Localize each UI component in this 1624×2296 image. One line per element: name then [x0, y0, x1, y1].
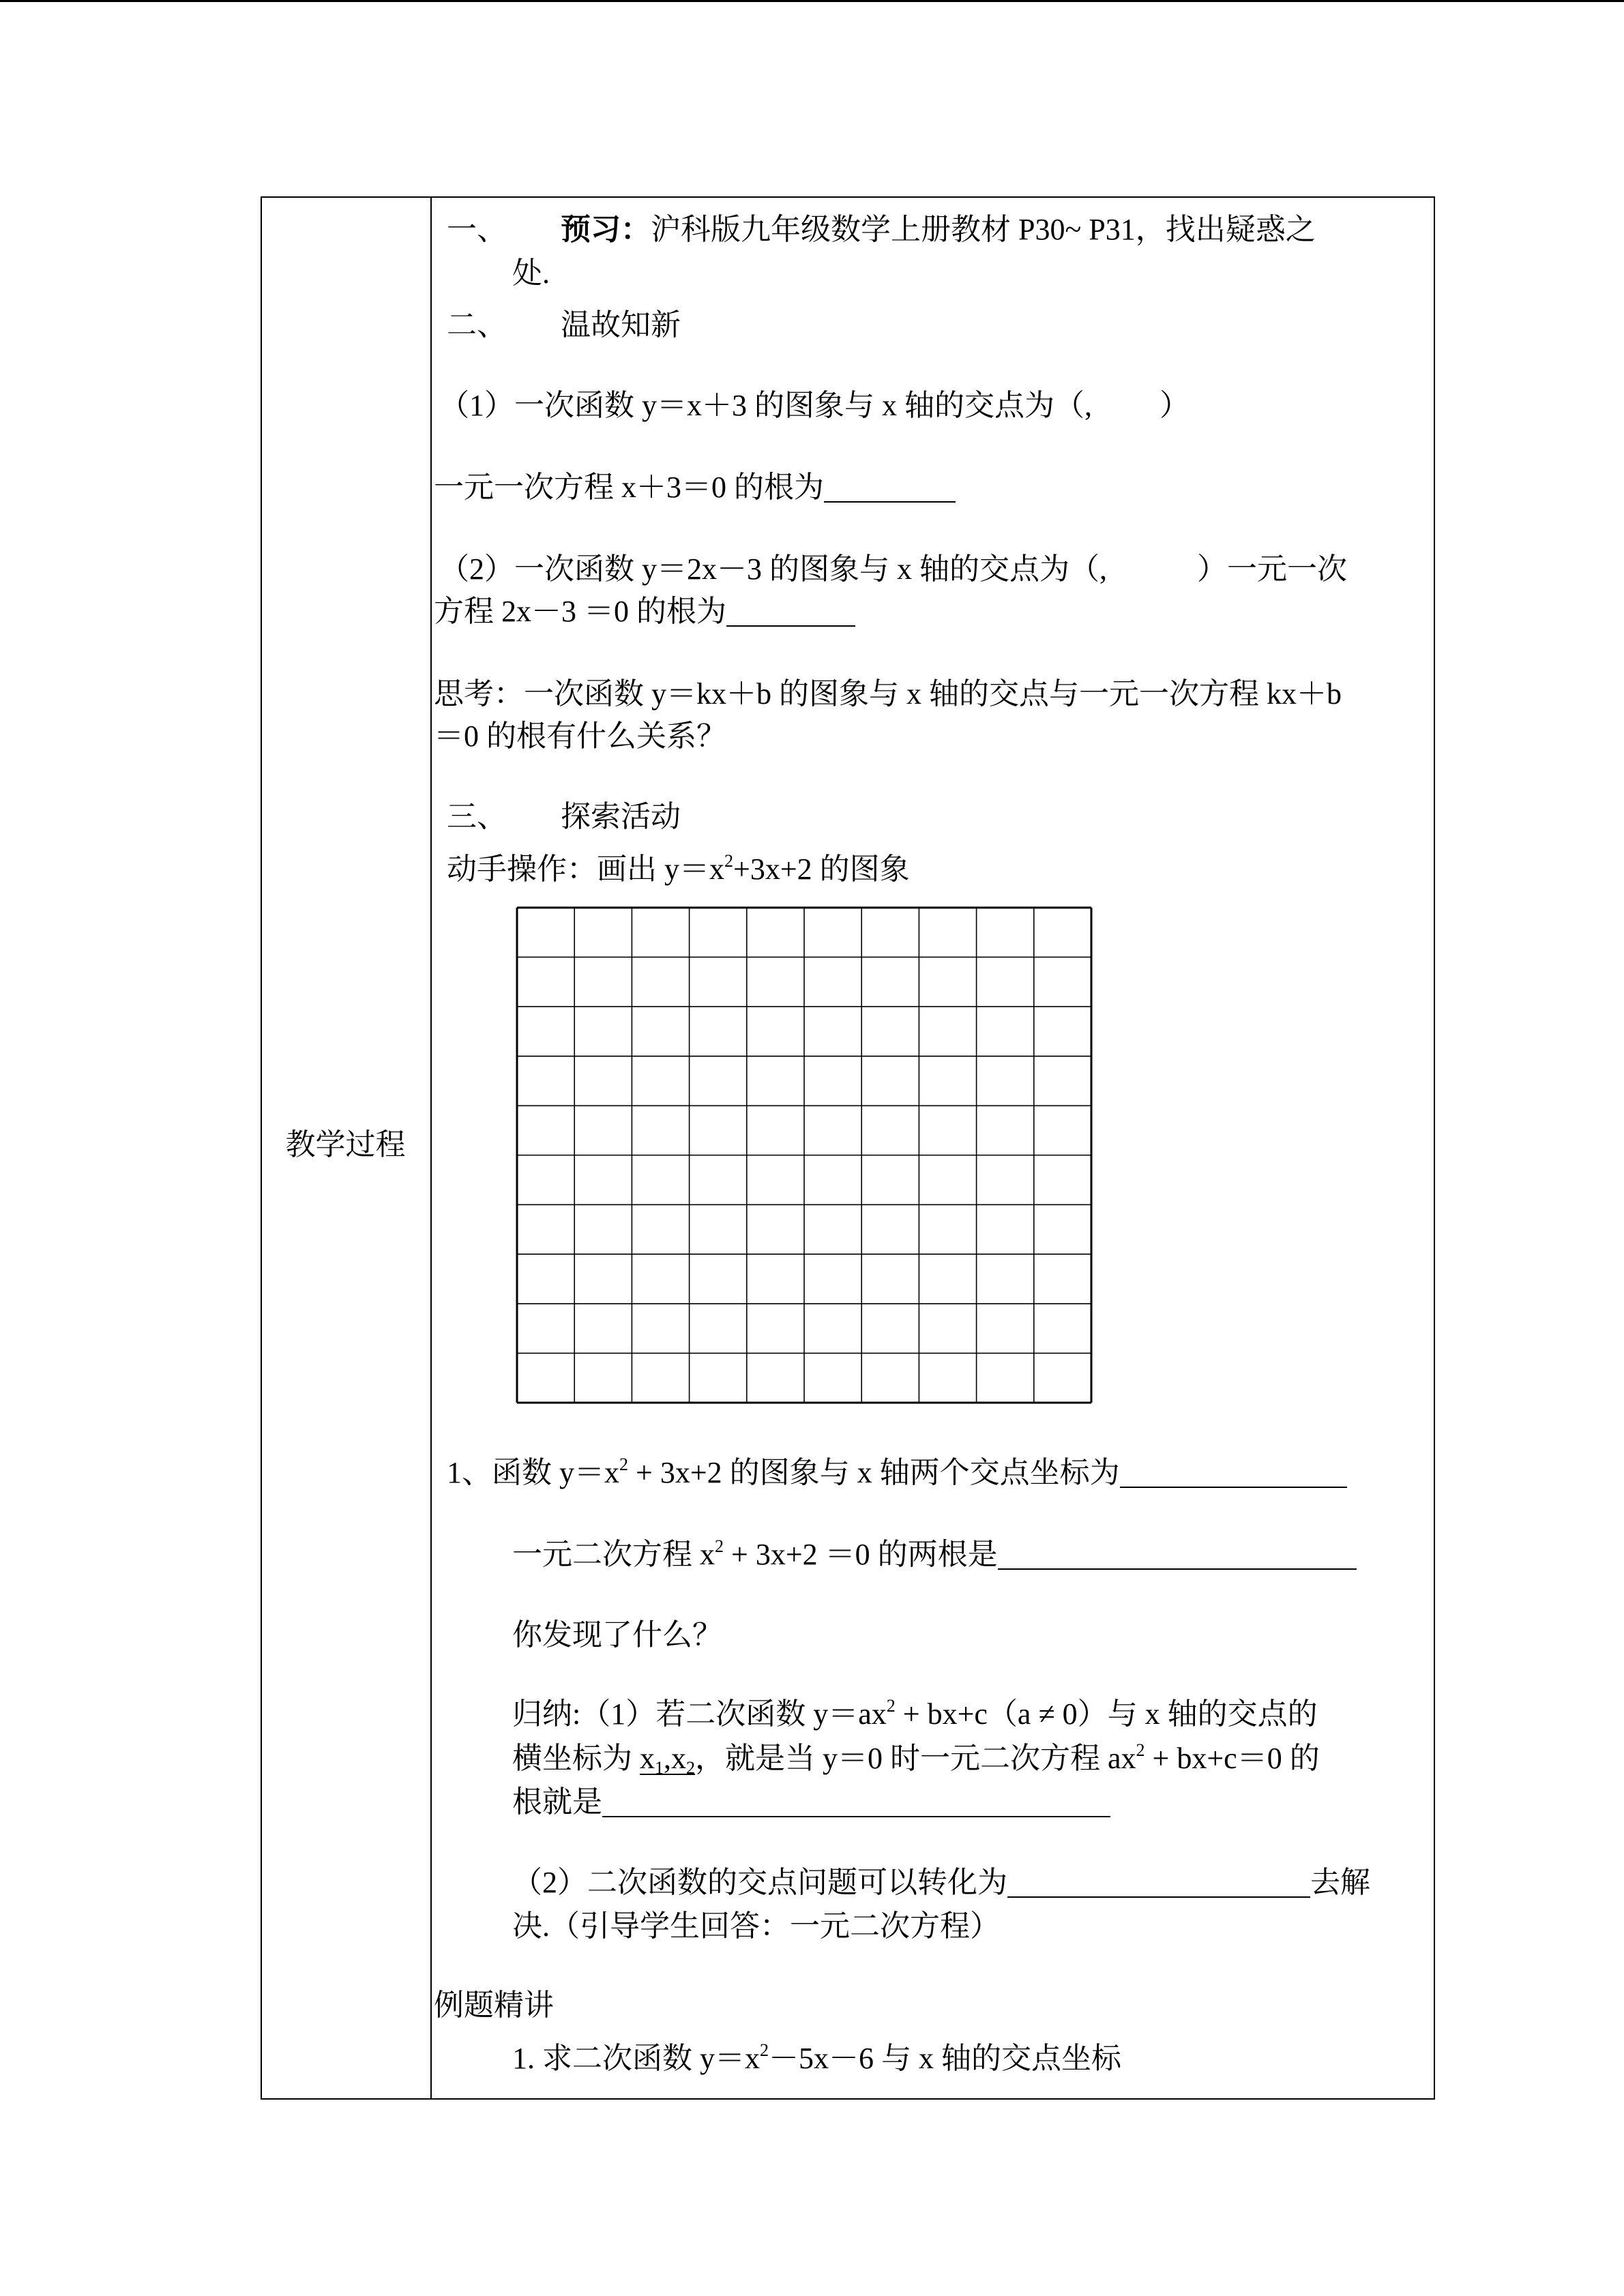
explore-title: 探索活动 — [561, 800, 681, 833]
review-heading — [447, 306, 681, 344]
preview-line — [447, 211, 1316, 249]
discover-question: 你发现了什么？ — [512, 1618, 722, 1652]
preview-continuation: 处. — [512, 256, 550, 290]
exponent: 2 — [724, 851, 733, 871]
answer-blank — [824, 474, 956, 503]
summary-line-4-text-end: 去解 — [1310, 1866, 1370, 1899]
drawing-task — [447, 850, 910, 889]
separator: , — [664, 1742, 671, 1775]
question-1-line-1: （1）一次函数 y＝x＋3 的图象与 x 轴的交点为（, ） — [439, 389, 1190, 422]
item-1-roots-text-end: + 3x+2 ＝0 的两根是 — [724, 1538, 998, 1571]
item-1-roots-text: 一元二次方程 x — [512, 1538, 715, 1571]
answer-blank — [726, 598, 855, 627]
summary-line-1 — [512, 1695, 1318, 1733]
example-1-text: 1. 求二次函数 y＝x — [512, 2042, 760, 2075]
exponent: 2 — [1136, 1740, 1145, 1760]
question-1-line-2 — [434, 468, 956, 507]
summary-line-2-text-end: + bx+c＝0 的 — [1145, 1742, 1320, 1775]
row-label: 教学过程 — [285, 1128, 406, 1161]
table-column-divider — [430, 196, 432, 2100]
item-1 — [447, 1454, 1347, 1492]
drawing-task-text-end: +3x+2 的图象 — [733, 852, 910, 886]
summary-line-4 — [512, 1864, 1370, 1902]
answer-blank — [602, 1789, 1110, 1817]
exponent: 2 — [886, 1696, 896, 1716]
example-1-text-end: －5x－6 与 x 轴的交点坐标 — [769, 2042, 1121, 2075]
page-top-rule — [0, 0, 1624, 2]
summary-line-2 — [512, 1740, 1320, 1778]
summary-line-5: 决.（引导学生回答：一元二次方程） — [512, 1909, 1000, 1943]
answer-blank — [1120, 1459, 1347, 1488]
explore-heading — [447, 798, 681, 836]
question-2-line-2 — [434, 593, 855, 631]
variable-x1: x — [640, 1742, 655, 1775]
summary-line-4-text: （2）二次函数的交点问题可以转化为 — [512, 1866, 1007, 1899]
preview-title: 预习： — [561, 213, 651, 246]
preview-text: 沪科版九年级数学上册教材 P30~ P31，找出疑惑之 — [651, 213, 1316, 246]
summary-line-2-text: 横坐标为 — [512, 1742, 640, 1775]
explore-number: 三、 — [447, 800, 507, 833]
question-2-line-2-text: 方程 2x－3 ＝0 的根为 — [434, 595, 726, 628]
example-1 — [512, 2040, 1121, 2078]
item-1-text: 1、函数 y＝x — [447, 1456, 619, 1489]
drawing-task-text: 动手操作：画出 y＝x — [447, 852, 724, 886]
item-1-roots — [512, 1536, 1357, 1574]
think-line-1: 思考：一次函数 y＝kx＋b 的图象与 x 轴的交点与一元一次方程 kx＋b — [434, 677, 1342, 711]
summary-line-3-text: 根就是 — [512, 1785, 602, 1819]
subscript: 1 — [655, 1758, 664, 1778]
summary-line-2-middle: ，就是当 y＝0 时一元二次方程 ax — [695, 1742, 1136, 1775]
roots-x1-x2 — [640, 1742, 695, 1778]
exponent: 2 — [760, 2040, 769, 2060]
review-number: 二、 — [447, 308, 507, 342]
think-line-2: ＝0 的根有什么关系？ — [434, 719, 726, 753]
answer-blank — [1007, 1869, 1310, 1898]
item-1-text-end: + 3x+2 的图象与 x 轴两个交点坐标为 — [628, 1456, 1120, 1489]
answer-blank — [998, 1541, 1357, 1570]
summary-line-1-text-end: + bx+c（a ≠ 0）与 x 轴的交点的 — [895, 1697, 1318, 1731]
review-title: 温故知新 — [561, 308, 681, 342]
drawing-grid — [516, 906, 1093, 1404]
summary-line-1-text: 归纳:（1）若二次函数 y＝ax — [512, 1697, 887, 1731]
question-2-line-1: （2）一次函数 y＝2x－3 的图象与 x 轴的交点为（, ）一元一次 — [439, 552, 1347, 586]
exponent: 2 — [715, 1536, 724, 1556]
examples-title: 例题精讲 — [434, 1988, 554, 2022]
summary-line-3 — [512, 1783, 1110, 1821]
exponent: 2 — [619, 1455, 628, 1474]
preview-number: 一、 — [447, 213, 507, 246]
question-1-line-2-text: 一元一次方程 x＋3＝0 的根为 — [434, 471, 824, 504]
subscript: 2 — [686, 1758, 695, 1778]
variable-x2: x — [671, 1742, 686, 1775]
